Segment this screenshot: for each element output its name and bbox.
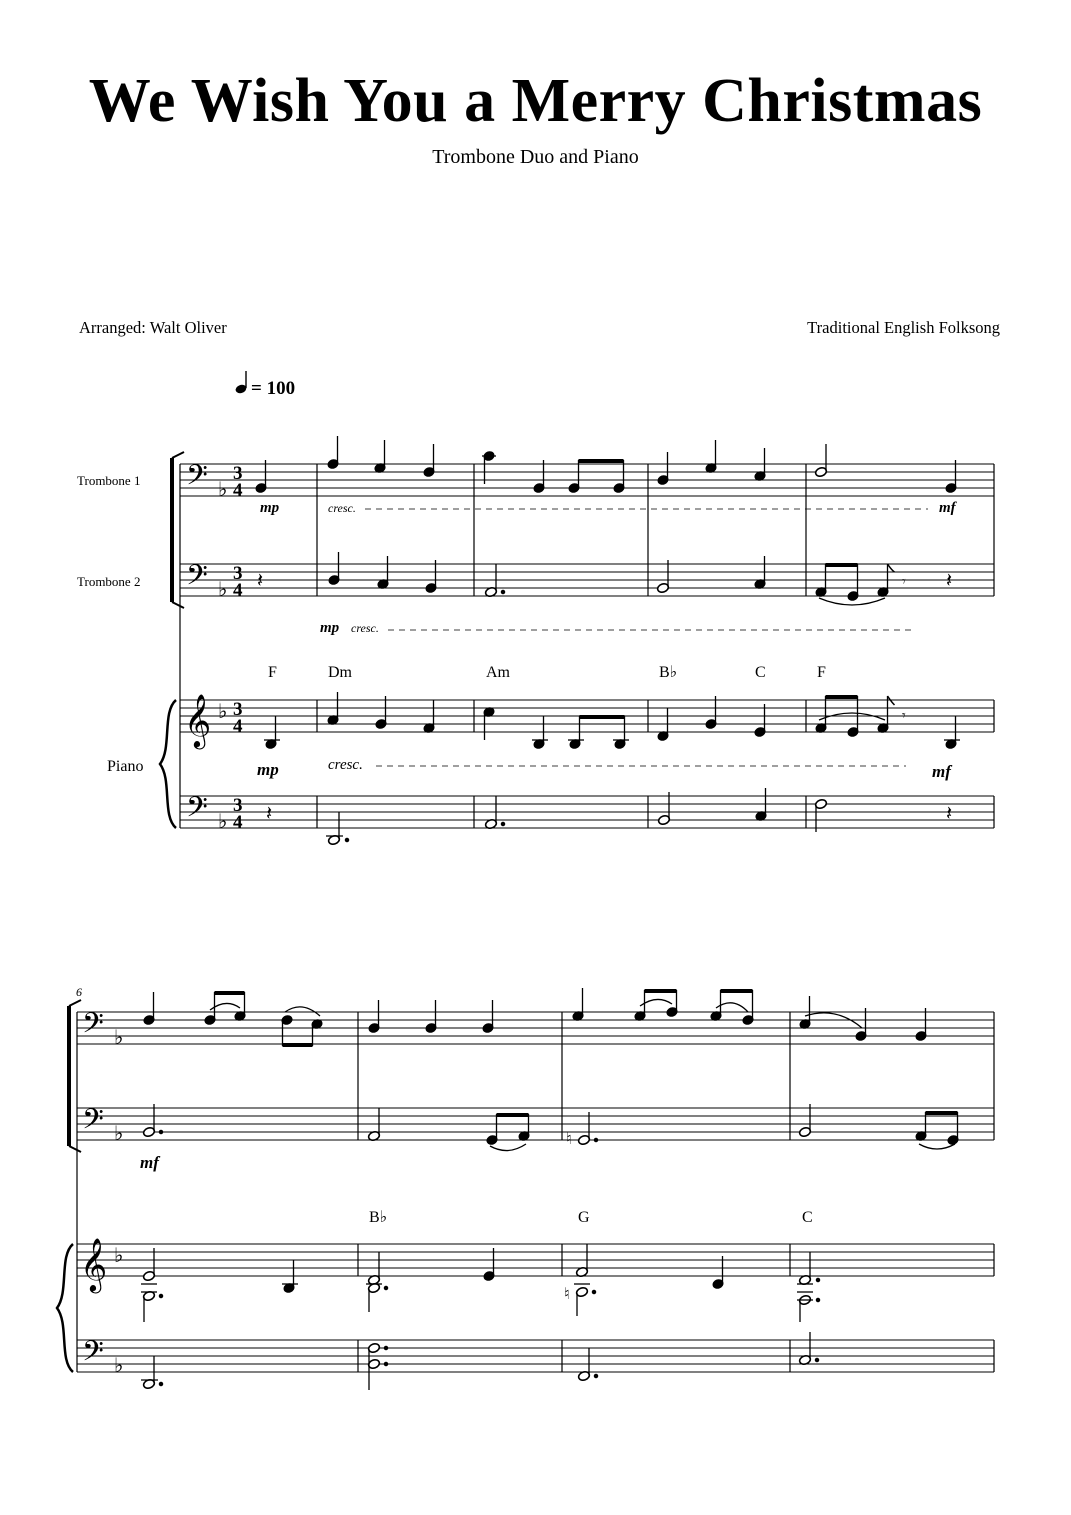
- chord-symbol: Am: [486, 664, 510, 681]
- flat-key-icon: ♭: [114, 1245, 124, 1267]
- treble-clef-icon: 𝄞: [184, 695, 212, 746]
- flat-key-icon: ♭: [114, 1355, 124, 1377]
- chord-symbol: G: [578, 1209, 590, 1226]
- brace-piano: [160, 700, 176, 828]
- svg-text:mf: mf: [932, 762, 951, 781]
- staff-piano-treble-system-2: [77, 1244, 994, 1276]
- staff-trombone-1: [180, 464, 994, 496]
- staff-trombone-2-system-2: [77, 1108, 994, 1140]
- chord-symbol: C: [755, 664, 766, 681]
- dynamics-trombone-1: [260, 500, 958, 516]
- clefs-system-1: [184, 461, 243, 833]
- system-1: [160, 452, 994, 828]
- staff-piano-bass-system-2: [77, 1340, 994, 1372]
- svg-text:3: 3: [233, 563, 243, 584]
- treble-clef-icon: 𝄞: [80, 1239, 108, 1290]
- notes-piano-bass-system-1: [266, 788, 952, 846]
- bass-clef-icon: 𝄢: [82, 1009, 104, 1046]
- chord-symbol: Dm: [328, 664, 352, 681]
- flat-key-icon: ♭: [114, 1123, 124, 1145]
- clefs-system-2: [80, 1009, 123, 1377]
- svg-text:cresc.: cresc.: [328, 501, 356, 515]
- notes-trombone-1-system-2: [143, 988, 927, 1046]
- natural-sign-icon: ♮: [566, 1131, 572, 1148]
- score-title: We Wish You a Merry Christmas: [88, 67, 983, 135]
- bass-clef-icon: 𝄢: [82, 1105, 104, 1142]
- chord-symbols-system-1: [268, 664, 826, 681]
- svg-text:3: 3: [233, 795, 243, 816]
- svg-text:4: 4: [233, 812, 243, 833]
- staff-trombone-2: [180, 564, 994, 596]
- staff-piano-bass: [180, 796, 994, 828]
- notes-piano-bass-system-2: [141, 1332, 819, 1390]
- tempo-text: = 100: [251, 378, 296, 399]
- svg-text:cresc.: cresc.: [328, 757, 363, 773]
- chord-symbol: B♭: [369, 1209, 388, 1226]
- svg-text:𝄾: 𝄾: [902, 709, 906, 724]
- quarter-rest-icon: 𝄽: [946, 570, 953, 592]
- notes-trombone-2-system-1: [257, 552, 952, 605]
- svg-text:3: 3: [233, 463, 243, 484]
- flat-key-icon: ♭: [218, 479, 228, 501]
- flat-key-icon: ♭: [218, 579, 228, 601]
- svg-text:𝄾: 𝄾: [902, 575, 906, 590]
- svg-text:cresc.: cresc.: [351, 621, 379, 635]
- bass-clef-icon: 𝄢: [186, 793, 208, 830]
- arranger-credit: Arranged: Walt Oliver: [79, 318, 227, 337]
- dynamics-trombone-2: [320, 620, 912, 636]
- label-trombone-2: Trombone 2: [77, 574, 141, 589]
- svg-text:mf: mf: [140, 1153, 159, 1172]
- bass-clef-icon: 𝄢: [186, 461, 208, 498]
- score-subtitle: Trombone Duo and Piano: [432, 146, 639, 168]
- quarter-rest-icon: 𝄽: [946, 803, 953, 825]
- notes-trombone-2-system-2: [140, 1104, 959, 1172]
- quarter-rest-icon: 𝄽: [266, 803, 273, 825]
- dynamics-piano: [257, 757, 953, 781]
- chord-symbol: B♭: [659, 664, 678, 681]
- bass-clef-icon: 𝄢: [82, 1337, 104, 1374]
- notes-piano-treble-system-2: [141, 1244, 820, 1322]
- chord-symbol: F: [268, 664, 277, 681]
- label-trombone-1: Trombone 1: [77, 473, 141, 488]
- svg-text:4: 4: [233, 580, 243, 601]
- bass-clef-icon: 𝄢: [186, 561, 208, 598]
- svg-text:mp: mp: [320, 620, 340, 636]
- label-piano: Piano: [107, 758, 144, 775]
- notes-trombone-1-system-1: [255, 436, 957, 493]
- system-2: [57, 1000, 994, 1372]
- tempo-marking: [234, 371, 295, 399]
- svg-text:mp: mp: [260, 500, 280, 516]
- brace-piano: [57, 1244, 73, 1372]
- svg-text:mf: mf: [939, 500, 956, 516]
- svg-text:4: 4: [233, 480, 243, 501]
- notes-piano-treble-system-1: [264, 692, 960, 749]
- flat-key-icon: ♭: [218, 811, 228, 833]
- chord-symbols-system-2: [369, 1209, 813, 1226]
- chord-symbol: F: [817, 664, 826, 681]
- natural-sign-icon: ♮: [564, 1286, 570, 1303]
- svg-text:mp: mp: [257, 760, 279, 779]
- composer-credit: Traditional English Folksong: [807, 318, 1000, 337]
- chord-symbol: C: [802, 1209, 813, 1226]
- quarter-rest-icon: 𝄽: [257, 570, 264, 592]
- measure-number: 6: [76, 985, 82, 999]
- flat-key-icon: ♭: [218, 701, 228, 723]
- svg-text:4: 4: [233, 716, 243, 737]
- svg-text:3: 3: [233, 699, 243, 720]
- flat-key-icon: ♭: [114, 1027, 124, 1049]
